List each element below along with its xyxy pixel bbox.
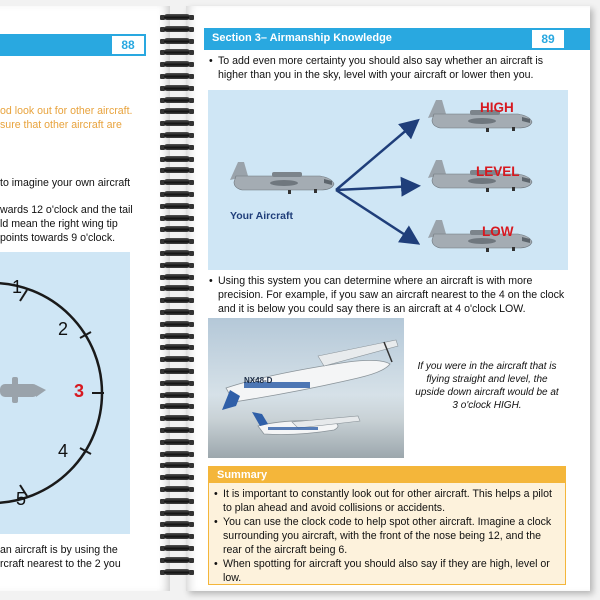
arrow-high bbox=[336, 122, 416, 190]
spiral-ring bbox=[160, 392, 194, 399]
spiral-ring bbox=[160, 203, 194, 210]
right-page bbox=[186, 6, 590, 591]
spiral-ring bbox=[160, 569, 194, 576]
spiral-ring bbox=[160, 274, 194, 281]
left-bottom-line2: rcraft nearest to the 2 you bbox=[0, 558, 121, 570]
your-aircraft-icon bbox=[230, 162, 334, 194]
spiral-ring bbox=[160, 533, 194, 540]
spiral-ring bbox=[160, 85, 194, 92]
spiral-ring bbox=[160, 238, 194, 245]
summary-item-3: • When spotting for aircraft you should also say if they are high, level or low. bbox=[223, 557, 559, 585]
left-orange-line-2: sure that other aircraft are bbox=[0, 119, 122, 131]
summary-header bbox=[209, 467, 565, 483]
clock-number-3: 3 bbox=[74, 381, 85, 401]
altitude-diagram bbox=[208, 90, 568, 270]
aircraft-photo bbox=[208, 318, 404, 458]
spiral-ring bbox=[160, 167, 194, 174]
spiral-ring bbox=[160, 49, 194, 56]
low-label: LOW bbox=[482, 224, 514, 239]
spiral-ring bbox=[160, 474, 194, 481]
clock-number-4: 4 bbox=[58, 441, 69, 461]
spiral-ring bbox=[160, 462, 194, 469]
spiral-ring bbox=[160, 108, 194, 115]
high-label: HIGH bbox=[480, 100, 514, 115]
spiral-ring bbox=[160, 415, 194, 422]
spiral-ring bbox=[160, 344, 194, 351]
summary-item-1: • It is important to constantly look out for other aircraft. This helps a pilot to plan ahead and avoid collisions or accidents. bbox=[223, 487, 559, 515]
summary-item-2: • You can use the clock code to help spot other aircraft. Imagine a clock surrounding you aircraft, with the front of the nose being 12, and the rear of the aircraft being 6. bbox=[223, 515, 559, 557]
aircraft-photo-svg bbox=[208, 318, 404, 458]
clock-number-2: 2 bbox=[58, 319, 69, 339]
spiral-ring bbox=[160, 285, 194, 292]
spiral-ring bbox=[160, 38, 194, 45]
spiral-ring bbox=[160, 321, 194, 328]
spiral-ring bbox=[160, 226, 194, 233]
spiral-ring bbox=[160, 380, 194, 387]
spiral-ring bbox=[160, 498, 194, 505]
spiral-ring bbox=[160, 368, 194, 375]
spiral-ring bbox=[160, 61, 194, 68]
spiral-ring bbox=[160, 73, 194, 80]
spiral-ring bbox=[160, 545, 194, 552]
left-para2-line3: points towards 9 o'clock. bbox=[0, 232, 116, 244]
level-label: LEVEL bbox=[476, 164, 520, 179]
spiral-ring bbox=[160, 26, 194, 33]
left-orange-line-1: od look out for other aircraft. bbox=[0, 105, 133, 117]
spiral-ring bbox=[160, 250, 194, 257]
spiral-ring bbox=[160, 144, 194, 151]
spiral-ring bbox=[160, 451, 194, 458]
section-title: Section 3– Airmanship Knowledge bbox=[212, 32, 392, 44]
spiral-ring bbox=[160, 333, 194, 340]
spiral-ring bbox=[160, 262, 194, 269]
summary-box bbox=[208, 466, 566, 585]
spiral-ring bbox=[160, 120, 194, 127]
spiral-ring bbox=[160, 510, 194, 517]
right-page-number: 89 bbox=[532, 30, 564, 48]
spiral-ring bbox=[160, 97, 194, 104]
left-para2-line1: wards 12 o'clock and the tail bbox=[0, 204, 133, 216]
left-bottom-line1: an aircraft is by using the bbox=[0, 544, 118, 556]
spiral-binding bbox=[160, 14, 194, 584]
spiral-ring bbox=[160, 132, 194, 139]
left-para1: to imagine your own aircraft bbox=[0, 177, 131, 189]
photo-caption: If you were in the aircraft that is flying straight and level, the upside down aircraft would be at 3 o'clock HIGH. bbox=[415, 361, 559, 411]
spiral-ring bbox=[160, 427, 194, 434]
spiral-ring bbox=[160, 521, 194, 528]
clock-aircraft-icon bbox=[0, 377, 46, 403]
spiral-ring bbox=[160, 191, 194, 198]
upright-aircraft-tail bbox=[252, 412, 268, 426]
bullet-precision: • Using this system you can determine where an aircraft is with more precision. For example, if you saw an aircraft nearest to the 4 on the clock and it is below you could say there is an aircraft at 4 o'clock LOW. bbox=[218, 274, 570, 316]
summary-title: Summary bbox=[217, 469, 268, 481]
clock-diagram bbox=[0, 252, 130, 534]
spiral-ring bbox=[160, 356, 194, 363]
low-aircraft-icon bbox=[428, 220, 532, 252]
altitude-diagram-svg bbox=[208, 90, 568, 270]
arrow-low bbox=[336, 190, 416, 242]
upright-aircraft-stripe bbox=[268, 427, 318, 430]
left-para2-line2: ld mean the right wing tip bbox=[0, 218, 118, 230]
spiral-ring bbox=[160, 215, 194, 222]
clock-number-1: 1 bbox=[12, 277, 23, 297]
spiral-ring bbox=[160, 309, 194, 316]
bullet-altitude: • To add even more certainty you should also say whether an aircraft is higher than you in the sky, level with your aircraft or lower then you. bbox=[218, 54, 558, 82]
spiral-ring bbox=[160, 297, 194, 304]
your-aircraft-label: Your Aircraft bbox=[230, 210, 294, 222]
spiral-ring bbox=[160, 557, 194, 564]
left-page-number: 88 bbox=[112, 36, 144, 54]
spiral-ring bbox=[160, 156, 194, 163]
left-page bbox=[0, 6, 170, 591]
spiral-ring bbox=[160, 14, 194, 21]
spiral-ring bbox=[160, 179, 194, 186]
spiral-ring bbox=[160, 439, 194, 446]
photo-registration: NX48-D bbox=[244, 376, 273, 385]
clock-number-5: 5 bbox=[16, 489, 27, 509]
arrow-level bbox=[336, 186, 416, 190]
spiral-ring bbox=[160, 403, 194, 410]
spiral-ring bbox=[160, 486, 194, 493]
